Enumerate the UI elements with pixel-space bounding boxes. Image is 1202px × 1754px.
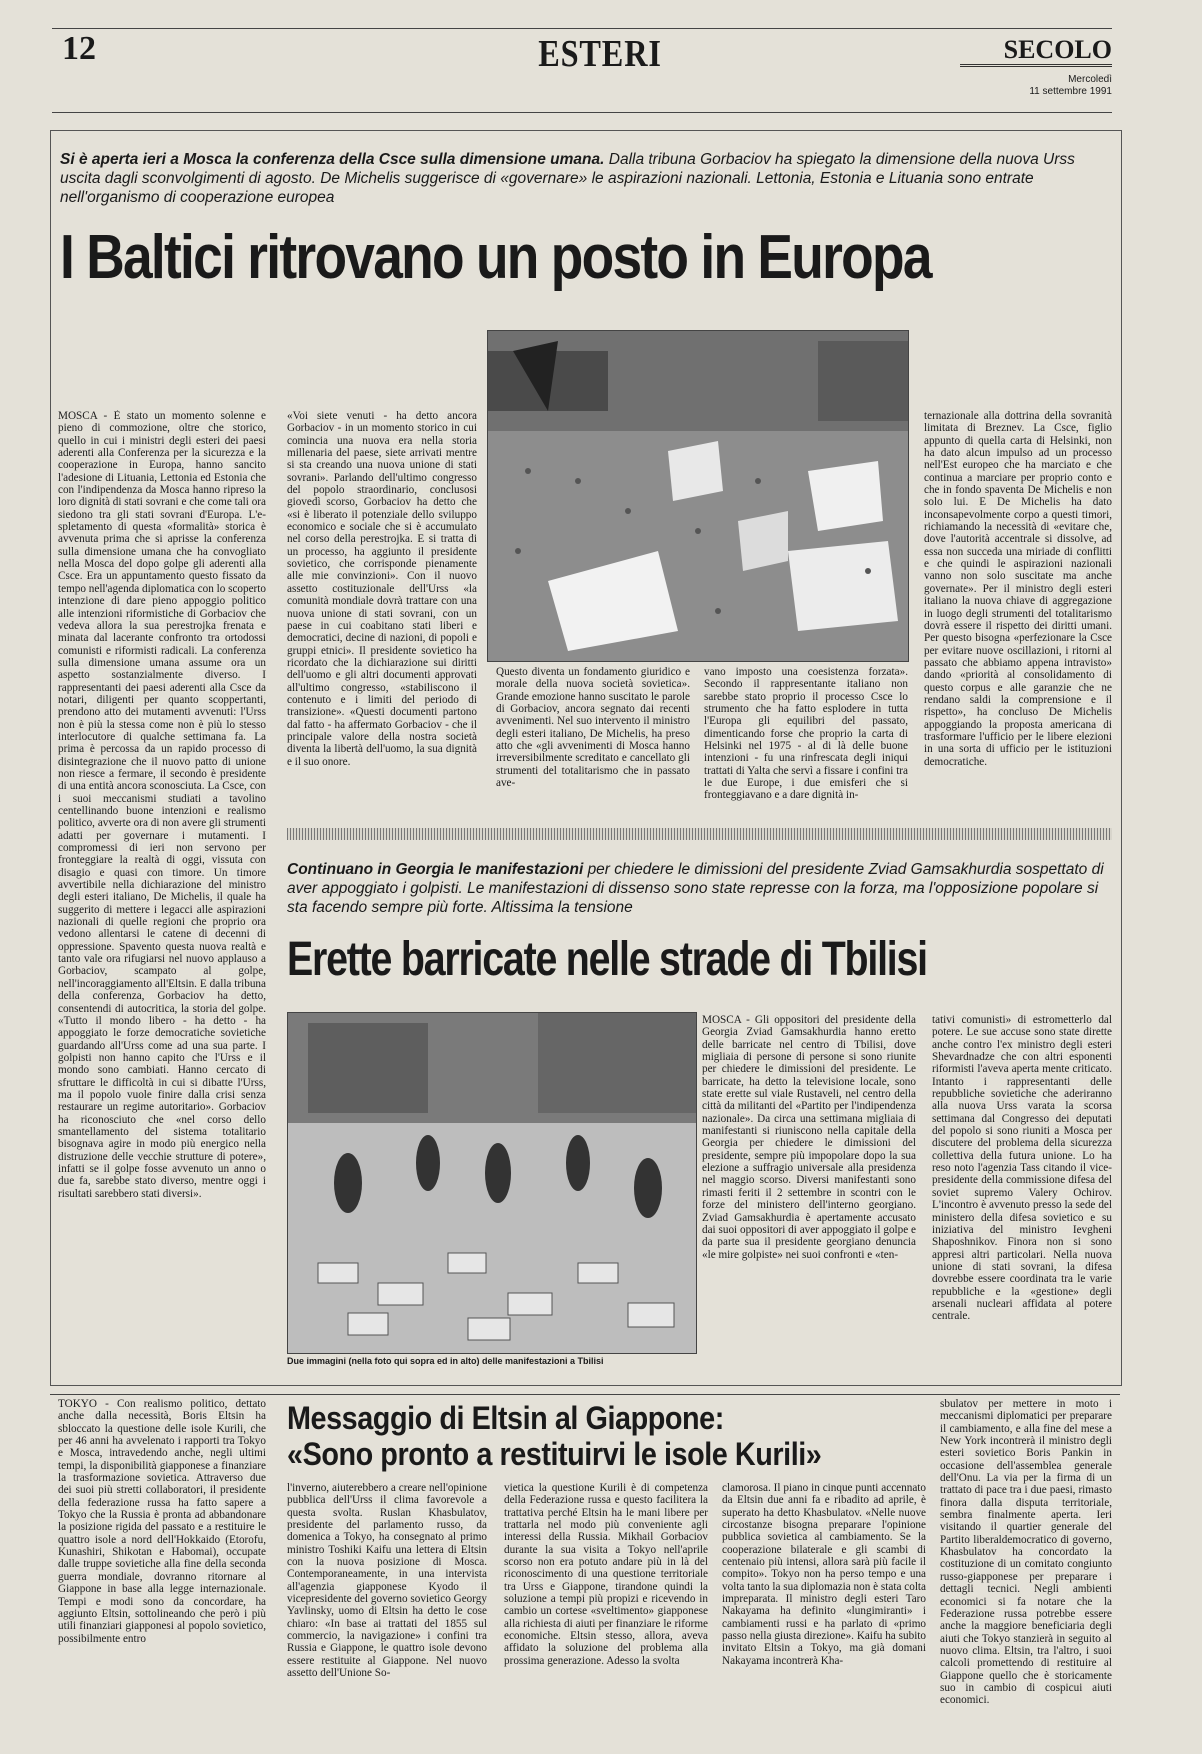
kicker-text: per chiedere le dimissioni del presidente Zviad Gamsakhurdia sospettato di aver appoggiato i golpisti. Le manifestazioni di dissenso sono state represse con la forza, ma l'opposizione popolare si sta facendo sempre più forte. Altissima la tensione: [287, 861, 1104, 916]
article-baltici-col-2: «Voi siete venuti - ha detto ancora Gorbaciov - in un momento storico in cui comincia una nuova era nella storia millenaria del paese, siete arrivati mentre si sta creando una nuova unione di stati sovrani». Parlando dell'ultimo congresso del popolo straordinario, conclusosi giovedì scorso, Gorbaciov ha detto che «si è liberato il potenziale dello sviluppo economico e sociale che si è accumulato nel corso della perestrojka. E si tratta di un processo, ha aggiunto il presidente sovietico, che corrisponde pienamente alle mie convinzioni». Con il nuovo assetto costituzionale dell'Urss «la comunità mondiale dovrà trattare con una nuova unione di stati sovrani, con un paese in cui coabitano stati liberi e democratici, decine di nazioni, di popoli e gruppi etnici». Il presidente sovietico ha ricordato che la dichiarazione sui diritti dell'uomo e gli altri documenti approvati all'ultimo congresso, «stabiliscono il contenuto e i limiti del periodo di transizione». «Questi documenti partono dal fatto - ha affermato Gorbaciov - che il principale valore della nostra società diventa la libertà dell'uomo, la sua dignità e il suo onore.: [287, 410, 477, 768]
article-tbilisi-col-2: tativi comunisti» di estrometterlo dal potere. Le sue accuse sono state dirette anche contro l'ex ministro degli esteri Shevardnadze che con altri esponenti riformisti l'aveva aperta mente criticato. Intanto i rappresentanti delle repubbliche sovietiche che aderiranno alla nuova Urss varata la scorsa settimana dal Congresso dei deputati del popolo si sono riuniti a Mosca per discutere del problema della sicurezza collettiva della futura unione. Lo ha reso noto l'agenzia Tass citando il vice-presidente della commissione difesa del soviet supremo Valery Ochirov. L'incontro è avvenuto presso la sede del ministero della difesa sovietico e su iniziativa del ministro Ievgheni Shaposhnikov. Finora non si sono appresi altri particolari. Nella nuova unione di stati sovrani, la difesa dovrebbe essere coordinata tra le varie repubbliche e la «gestione» degli arsenali nucleari affidata al potere centrale.: [932, 1014, 1112, 1323]
section-divider: [287, 828, 1112, 840]
headline-line-1: Messaggio di Eltsin al Giappone:: [287, 1400, 724, 1436]
article-baltici-kicker: [60, 150, 1100, 207]
article-kurili-col-5: sbulatov per mettere in moto i meccanismi diplomatici per preparare il cambiamento, e alla fine del mese a New York incontrerà il ministro degli esteri sovietico Boris Pankin in occasione dell'assemblea generale dell'Onu. La via per la firma di un trattato di pace tra i due paesi, rimasto finora dalla disputa territoriale, sembra finalmente aperta. Ieri visitando il quartier generale del Partito liberaldemocratico di governo, Khasbulatov ha concordato la costituzione di un comitato congiunto russo-giapponese per preparare i dettagli tecnici. Negli ambienti economici si fa notare che la Federazione russa potrebbe essere anche la maggiore beneficiaria degli aiuti che Tokyo stanzierà in seguito al nuovo clima. Eltsin, tra l'altro, i suoi calcoli promettendo di restituire al Giappone quello che è storicamente suo in cambio di cospicui aiuti economici.: [940, 1398, 1112, 1707]
article-tbilisi-col-1: MOSCA - Gli oppositori del presidente della Georgia Zviad Gamsakhurdia hanno eretto delle barricate nel centro di Tbilisi, dove migliaia di persone di persone si sono riunite per chiedere le dimissioni del presidente. Le barricate, ha detto la televisione locale, sono state erette sul viale Rustaveli, nel centro della città da militanti del «Partito per l'indipendenza nazionale». Da circa una settimana migliaia di manifestanti si riuniscono nella capitale della Georgia per chiedere le dimissioni del presidente, sempre più impopolare dopo la sua elezione a suffragio universale alla presidenza nel maggio scorso. Diversi manifestanti sono rimasti feriti il 2 settembre in scontri con le forze del ministero dell'interno georgiano. Zviad Gamsakhurdia è apertamente accusato dai suoi oppositori di aver appoggiato il golpe e da parte sua il presidente georgiano denuncia «le mire golpiste» nei suoi confronti e «ten-: [702, 1014, 916, 1261]
article-baltici-col-1: MOSCA - È stato un momento solenne e pieno di commozione, oltre che storico, quello in cui i ministri degli esteri dei paesi aderenti alla Conferenza per la sicurezza e la cooperazione in Europa, hanno sancito l'adesione di Lituania, Lettonia ed Estonia che con l'indipendenza da Mosca hanno ripreso la loro dignità di stati sovrani e che come tali ora siedono tra gli stati sovrani d'Europa. L'e-spletamento di questa «formalità» storica è avvenuta prima che si aprisse la conferenza sulla dimensione umana che ha convogliato nella Mosca del dopo golpe gli aderenti alla Csce. Era un appuntamento questo fissato da tempo nell'agenda diplomatica con lo scoperto intenzione di dare pieno appoggio politico alle intenzioni riformistiche di Gorbaciov che vedeva allora la sua perestrojka frenata e minata dal lacerante confronto tra ortodossi comunisti e riformisti radicali. La conferenza sulla dimensione umana assume ora un aspetto sostanzialmente diverso. I rappresentanti dei paesi aderenti alla Csce da notari, diligenti per quanto scoppertanti, prendono atto dei mutamenti avvenuti: l'Urss non è più la stessa come non è più lo stesso interlocutore di qualche settimana fa. La prima è percossa da un rapido processo di disintegrazione che il nuovo patto di unione non riesce a fermare, il secondo è presidente di una entità ancora sconosciuta. La Csce, con i suoi meccanismi studiati a tavolino centellinando buone intenzioni e realismo politico, avverte ora di non avere gli strumenti adatti per governare i mutamenti. I compromessi di ieri non servono per fronteggiare la realtà di oggi, vissuta con disagio e quasi con timore. Un timore avvertibile nella dichiarazione del ministro degli esteri italiano, De Michelis, il quale ha suggerito di mettere i legacci alle aspirazioni nazionali di quelle regioni che proprio ora vedono allentarsi le catene di decenni di oppressione. Spavento questa nuova realtà e tanto vale ora rifugiarsi nel nuovo applauso a Gorbaciov, scampato al golpe, nell'incoraggiamento all'Eltsin. E dalla tribuna della conferenza, Gorbaciov ha detto, consentendi di autocritica, la storia del golpe. «Tutto il mondo libero - ha detto - ha appoggiato le forze democratiche sovietiche guardando all'Urss come ad una sua parte. I golpisti non hanno capito che l'Urss e il mondo sono cambiati. Hanno cercato di sfruttare le difficoltà in cui si dibatte l'Urss, ma il popolo vuole finire dalla crisi senza restaurare un regime autoritario». Gorbaciov ha riconosciuto che «nel corso dello smantellamento del sistema totalitario bisognava agire in modo più energico nella distruzione delle vecchie strutture di potere», infatti se il golpe fosse avvenuto un anno o due fa, sarebbe stato diverso, mentre oggi i risultati sarebbero stati diversi».: [58, 410, 266, 1200]
article-baltici-col-4: vano imposto una coesistenza forzata». Secondo il rappresentante italiano non sarebbe stato proprio il processo Csce lo strumento che ha fatto esplodere in tutta l'Europa gli equilibri del passato, dimenticando forse che proprio la carta di Helsinki nel 1975 - al di là delle buone intenzioni - fu una rinfrescata degli iniqui trattati di Yalta che servì a fissare i confini tra le due Europe, i due emisferi che si fronteggiavano e a dare dignità in-: [704, 666, 908, 802]
kicker-text: Dalla tribuna Gorbaciov ha spiegato la dimensione della nuova Urss uscita dagli sconvolgimenti di agosto. De Michelis suggerisce di «governare» le aspirazioni nazionali. Lettonia, Estonia e Lituania sono entrate nell'organismo di cooperazione europea: [60, 151, 1075, 206]
kicker-lead: Si è aperta ieri a Mosca la conferenza della Csce sulla dimensione umana.: [60, 151, 605, 168]
crowd-photo-image: [488, 331, 908, 661]
article-baltici-headline: I Baltici ritrovano un posto in Europa: [60, 223, 931, 292]
issue-day: Mercoledì: [1068, 74, 1112, 85]
article-kurili-col-1: TOKYO - Con realismo politico, dettato anche dalla necessità, Boris Eltsin ha sbloccato la questione delle isole Kurili, che per 46 anni ha avvelenato i rapporti tra Tokyo e Mosca, intravedendo anche, negli ultimi tempi, la disponibilità giapponese a finanziare la trasformazione sovietica. Attraverso due dei suoi più stretti collaboratori, il presidente della federazione russa ha fatto sapere a Tokyo che la Russia è pronta ad abbandonare la posizione rigida del passato e a restituire le quattro isole a nord dell'Hokkaido (Etorofu, Kunashiri, Shikotan e Habomai), occupate dalle truppe sovietiche alla fine della seconda guerra mondiale, dovranno ritornare al Giappone in base alla legge internazionale. Tempi e modi sono da concordare, ha aggiunto Eltsin, sottolineando che però i più utili finanziari giapponesi al popolo sovietico, possibilmente entro: [58, 1398, 266, 1645]
article-kurili-headline: [287, 1400, 967, 1472]
article-tbilisi-headline: Erette barricate nelle strade di Tbilisi: [287, 933, 927, 986]
masthead-logo: SECOLO: [960, 36, 1112, 67]
page-number: 12: [62, 30, 96, 67]
section-title: ESTERI: [538, 33, 662, 75]
barricades-photo-image: [288, 1013, 696, 1353]
article-kurili-col-3: vietica la questione Kurili è di competenza della Federazione russa e questo facilitera la trattativa perché Eltsin ha le mani libere per trattarla nel modo più conveniente agli interessi della Russia. Mikhail Gorbaciov durante la sua visita a Tokyo nell'aprile scorso non era potuto andare più in là del riconoscimento di una questione territoriale tra Urss e Giappone, tirandone quindi la soluzione a tempi più propizi e ricevendo in cambio un cortese «sveltimento» giapponese alla richiesta di aiuti per finanziare le riforme economiche. Eltsin stesso, allora, aveva affidato la soluzione del problema alla prossima generazione. Adesso la svolta: [504, 1482, 708, 1667]
article-tbilisi-kicker: [287, 860, 1107, 917]
article-kurili-col-4: clamorosa. Il piano in cinque punti accennato da Eltsin due anni fa e ribadito ad aprile, è superato ha detto Khasbulatov. «Nelle nuove circostanze bisogna preparare l'opinione pubblica sovietica al cambiamento. Se la cooperazione bilaterale e gli scambi di centenaio più intensi, allora sarà più facile il compito». Tokyo non ha perso tempo e una volta tanto la sua diplomazia non è stata colta impreparata. Il ministro degli esteri Taro Nakayama ha definito «lungimiranti» i cambiamenti russi e ha parlato di «primo passo nella giusta direzione». Kaifu ha subito invitato Eltsin a Tokyo, ma già domani Nakayama incontrerà Kha-: [722, 1482, 926, 1667]
headline-line-2: «Sono pronto a restituirvi le isole Kurili»: [287, 1436, 822, 1472]
barricades-photo: [287, 1012, 697, 1354]
crowd-photo: [487, 330, 909, 662]
photo-caption: Due immagini (nella foto qui sopra ed in alto) delle manifestazioni a Tbilisi: [287, 1356, 604, 1366]
article-kurili-col-2: l'inverno, aiuterebbero a creare nell'opinione pubblica dell'Urss il clima favorevole a questa svolta. Ruslan Khasbulatov, presidente del parlamento russo, da domenica a Tokyo, ha consegnato al primo ministro Toshiki Kaifu una lettera di Eltsin con la nuova posizione di Mosca. Contemporaneamente, in una intervista all'agenzia giapponese Kyodo il vicepresidente del governo sovietico Georgy Yavlinsky, uomo di Eltsin ha detto le cose chiaro: «In base ai trattati del 1855 sul commercio, la navigazione» i confini tra Russia e Giappone, le quattro isole devono essere restituite al Giappone. Nel nuovo assetto dell'Unione So-: [287, 1482, 487, 1680]
issue-date: 11 settembre 1991: [1029, 86, 1112, 97]
article-baltici-col-5: ternazionale alla dottrina della sovranità limitata di Breznev. La Csce, figlio appunto di quella carta di Helsinki, non ha dato alcun impulso ad un processo nell'Est europeo che ha marciato e che continua a marciare per proprio conto e che in fondo spaventa De Michelis e non solo lui. E De Michelis ha dato inconsapevolmente corpo a questi timori, richiamando la necessità di «evitare che, dove l'autorità accentrale si dissolve, ad essa non succeda una miriade di conflitti e che quindi le aspirazioni nazionali vanno non solo suscitate ma anche governate». Per il ministro degli esteri italiano la nuova chiave di aggregazione in luogo degli strumenti del totalitarismo dovrà essere il rispetto dei diritti umani. Per questo bisogna «perfezionare la Csce per evitare nuove oscillazioni, i ritorni al passato che abbiamo appena intravisto» dando «priorità al consolidamento di questo corpus e alle garanzie che ne rendano saldi la comprensione e il rispetto», ha concluso De Michelis appoggiando la proposta americana di trasformare l'ufficio per le libere elezioni in una sorta di ufficio per le istituzioni democratiche.: [924, 410, 1112, 768]
kicker-lead: Continuano in Georgia le manifestazioni: [287, 861, 584, 878]
article-baltici-col-3: Questo diventa un fondamento giuridico e morale della nuova società sovietica». Grande emozione hanno suscitato le parole di Gorbaciov, ancora segnato dai recenti avvenimenti. Nel suo intervento il ministro degli esteri italiano, De Michelis, ha preso atto che «gli avvenimenti di Mosca hanno irreversibilmente screditato e cancellato gli strumenti del totalitarismo che in passato ave-: [496, 666, 690, 790]
